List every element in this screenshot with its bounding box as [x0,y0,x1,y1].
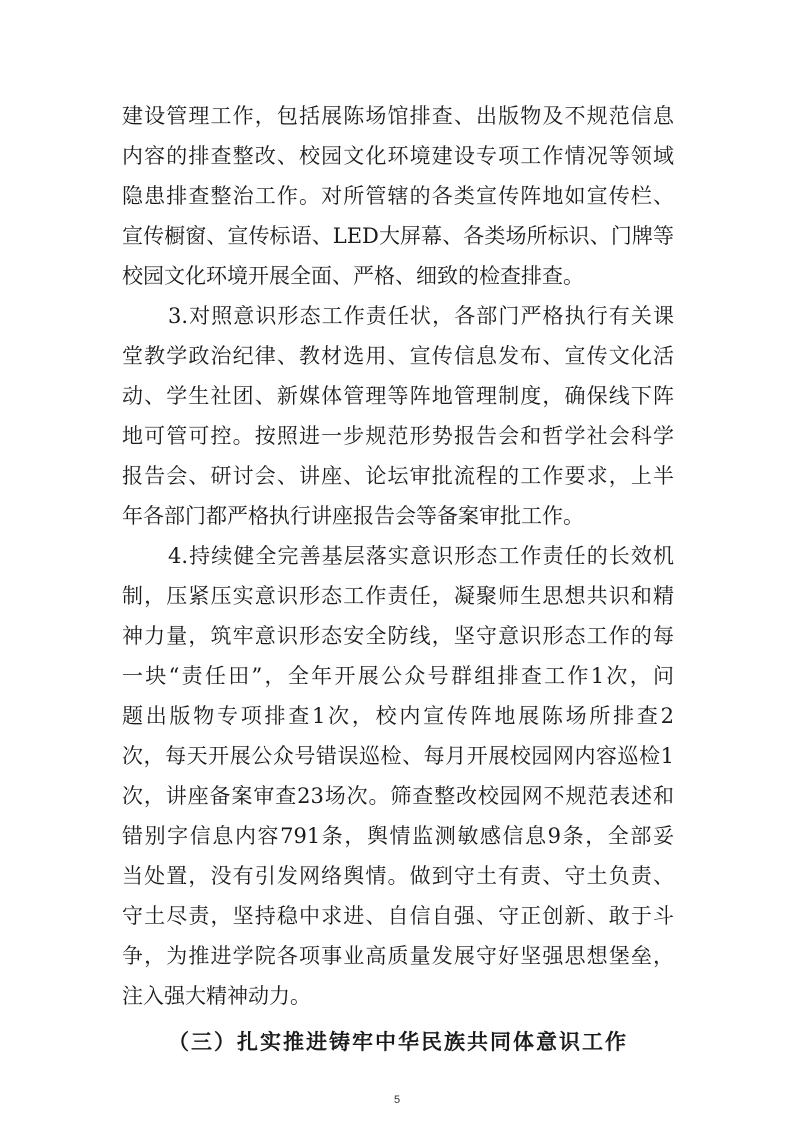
paragraph-3-line-4: 一块“责任田”，全年开展公众号群组排查工作1次，问 [122,664,674,688]
paragraph-3-line-3: 神力量，筑牢意识形态安全防线，坚守意识形态工作的每 [122,624,674,648]
paragraph-1-line-4: 宣传橱窗、宣传标语、LED大屏幕、各类场所标识、门牌等 [122,224,674,248]
paragraph-3-line-6: 次，每天开展公众号错误巡检、每月开展校园网内容巡检1 [122,744,674,768]
paragraph-3-line-12: 注入强大精神动力。 [122,984,311,1008]
paragraph-2-line-2: 堂教学政治纪律、教材选用、宣传信息发布、宣传文化活 [122,344,674,368]
paragraph-1-line-2: 内容的排查整改、校园文化环境建设专项工作情况等领域 [122,144,674,168]
paragraph-3-line-10: 守土尽责，坚持稳中求进、自信自强、守正创新、敢于斗 [122,904,674,928]
paragraph-2-line-3: 动、学生社团、新媒体管理等阵地管理制度，确保线下阵 [122,384,674,408]
paragraph-1-line-1: 建设管理工作，包括展陈场馆排查、出版物及不规范信息 [122,104,674,128]
paragraph-2-line-6: 年各部门都严格执行讲座报告会等备案审批工作。 [122,504,584,528]
paragraph-3-line-5: 题出版物专项排查1次，校内宣传阵地展陈场所排查2 [122,704,674,728]
paragraph-3-line-7: 次，讲座备案审查23场次。筛查整改校园网不规范表述和 [122,784,674,808]
page-number: 5 [393,1094,401,1106]
paragraph-1-line-5: 校园文化环境开展全面、严格、细致的检查排查。 [122,264,584,288]
paragraph-2-line-1: 3.对照意识形态工作责任状，各部门严格执行有关课 [168,304,674,328]
paragraph-3-line-9: 当处置，没有引发网络舆情。做到守土有责、守土负责、 [122,864,674,888]
paragraph-3-line-8: 错别字信息内容791条，舆情监测敏感信息9条，全部妥 [122,824,674,848]
paragraph-2-line-5: 报告会、研讨会、讲座、论坛审批流程的工作要求，上半 [122,464,674,488]
paragraph-3-line-11: 争，为推进学院各项事业高质量发展守好坚强思想堡垒， [122,944,674,968]
paragraph-2-line-4: 地可管可控。按照进一步规范形势报告会和哲学社会科学 [122,424,674,448]
paragraph-3-line-1: 4.持续健全完善基层落实意识形态工作责任的长效机 [168,544,674,568]
section-heading: （三）扎实推进铸牢中华民族共同体意识工作 [168,1029,628,1054]
paragraph-3-line-2: 制，压紧压实意识形态工作责任，凝聚师生思想共识和精 [122,584,674,608]
paragraph-1-line-3: 隐患排查整治工作。对所管辖的各类宣传阵地如宣传栏、 [122,184,674,208]
